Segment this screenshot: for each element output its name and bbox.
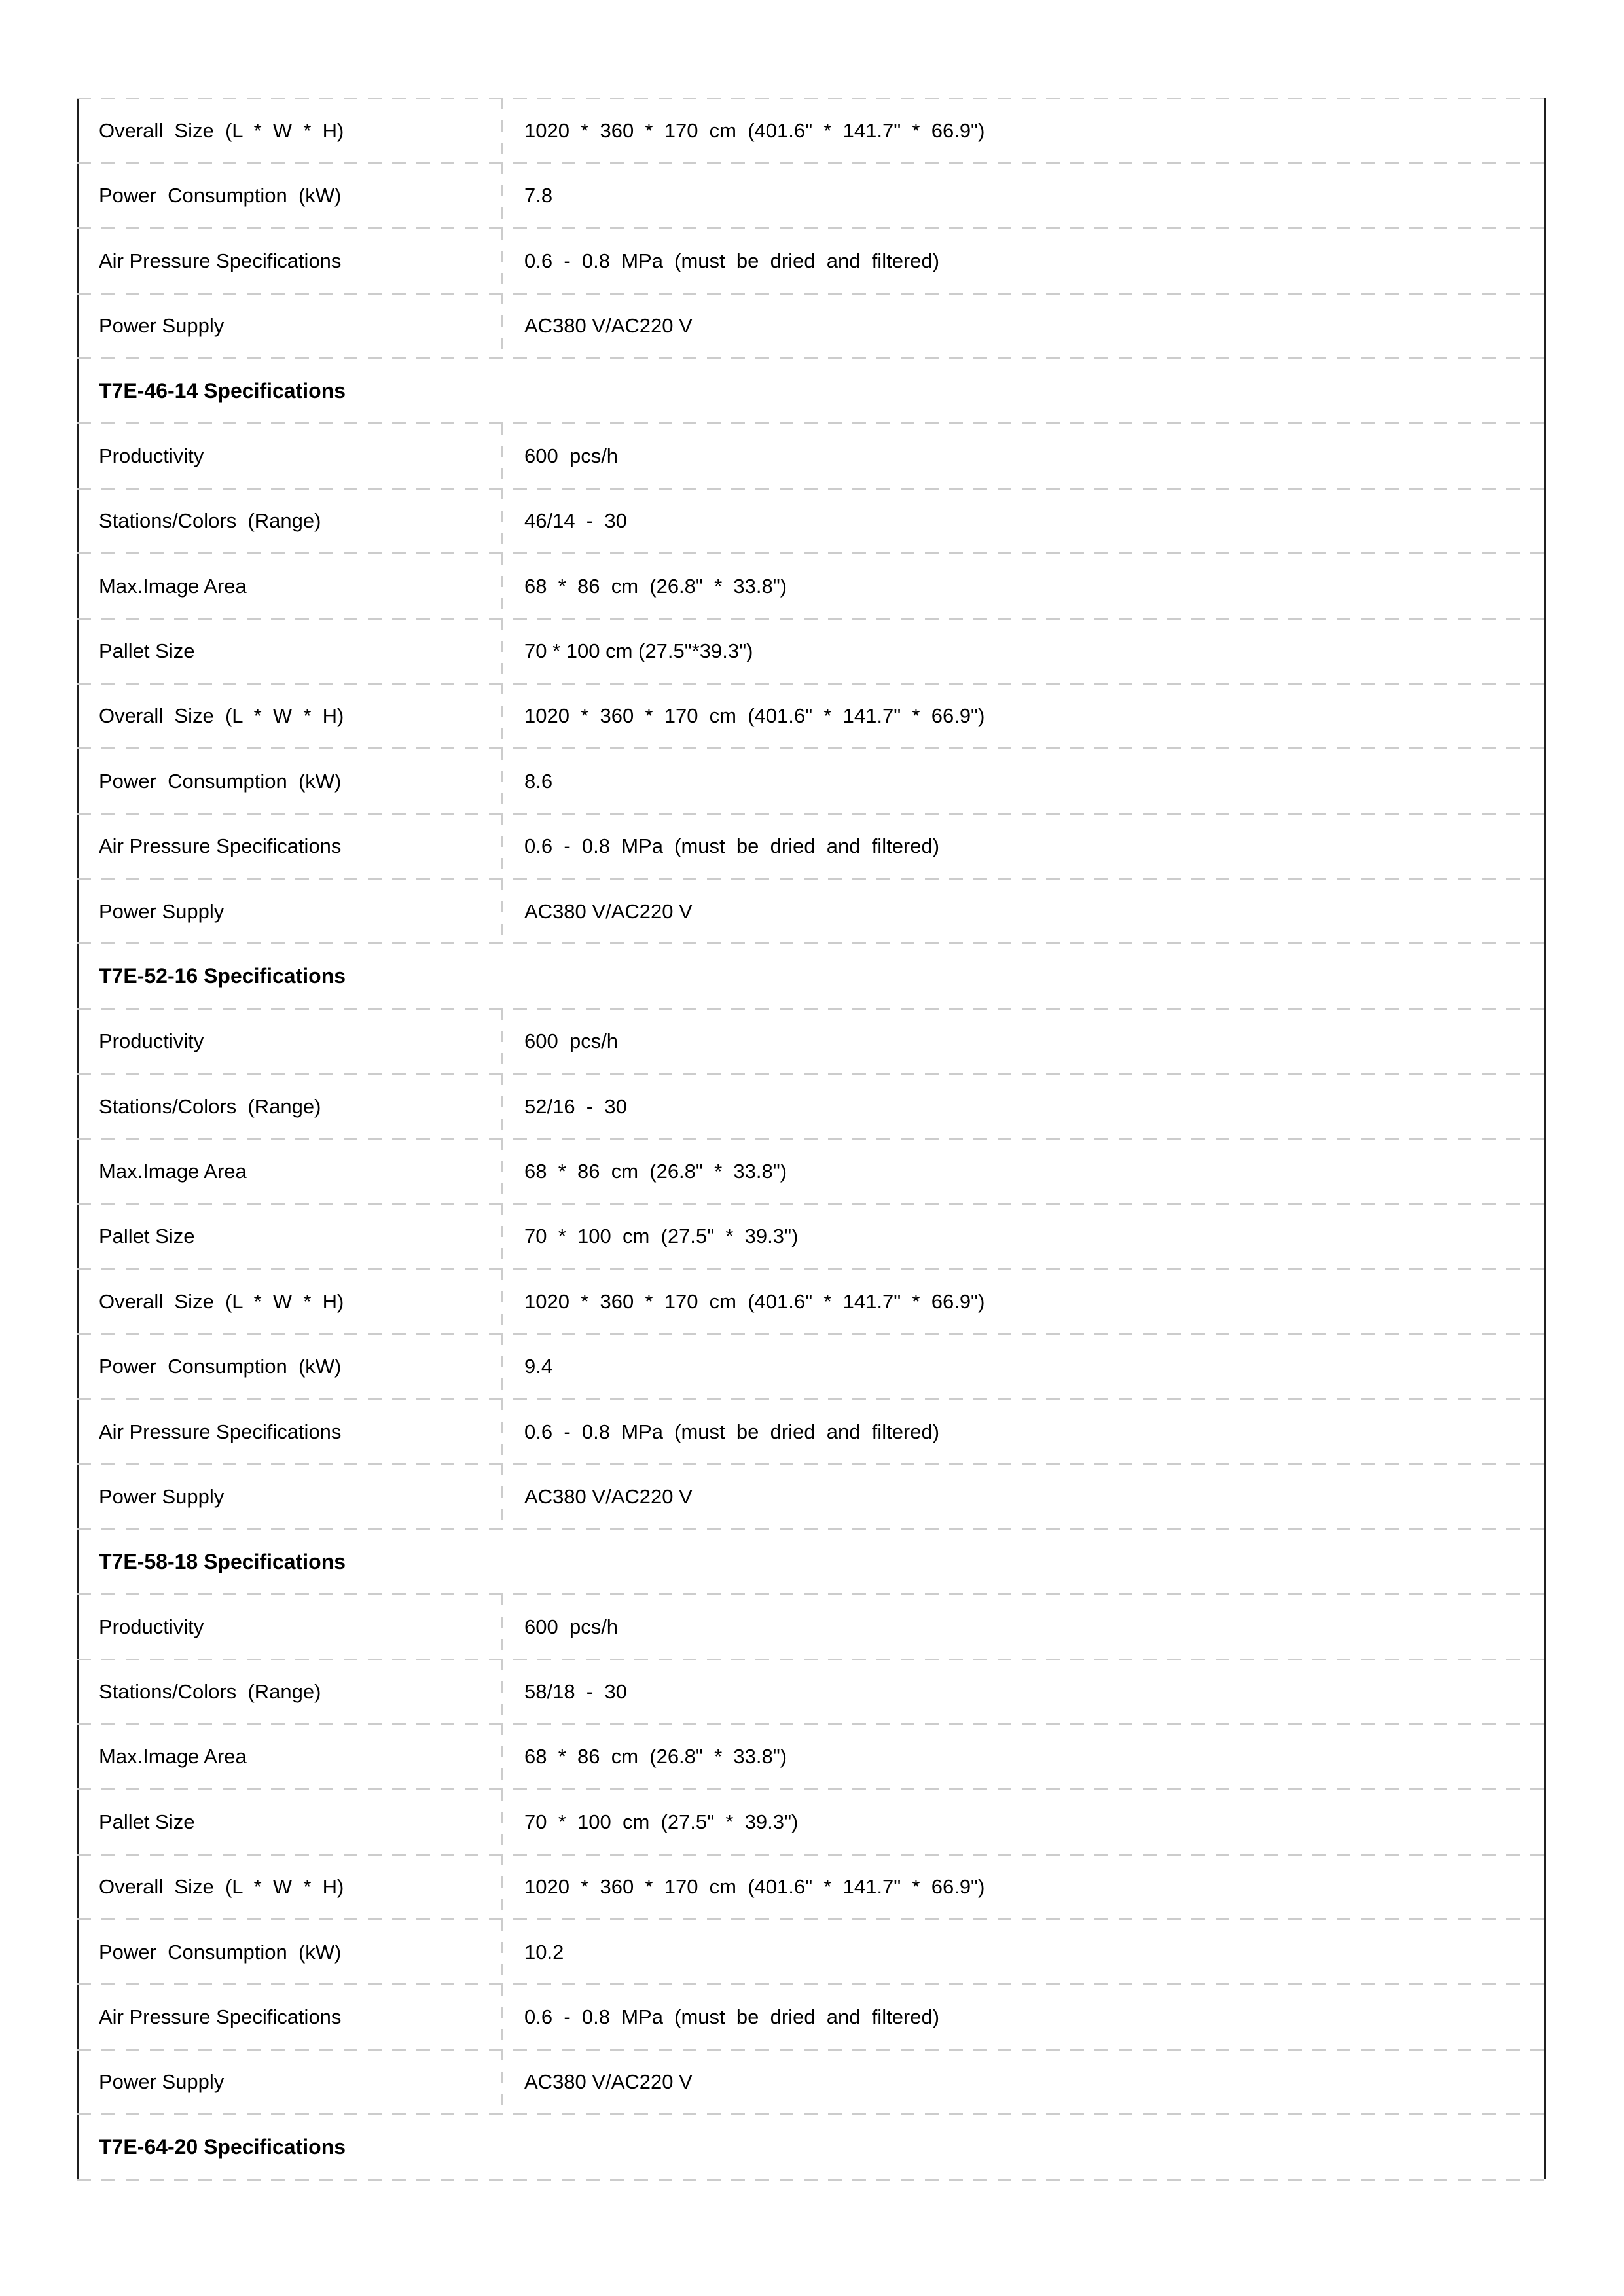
table-row bbox=[79, 488, 1544, 553]
section-header: T7E-52-16 Specifications bbox=[99, 964, 346, 988]
table-row bbox=[79, 1334, 1544, 1399]
table-row bbox=[79, 749, 1544, 814]
spec-label: Power Supply bbox=[99, 1484, 225, 1508]
section-header: T7E-58-18 Specifications bbox=[99, 1549, 346, 1573]
section-header: T7E-46-14 Specifications bbox=[99, 378, 346, 403]
table-row-section-header bbox=[79, 359, 1544, 423]
spec-label: Power Consumption (kW) bbox=[99, 1355, 342, 1378]
spec-value: 10.2 bbox=[501, 1920, 1544, 1984]
spec-value: AC380 V/AC220 V bbox=[501, 879, 1544, 944]
spec-value: 1020 * 360 * 170 cm (401.6" * 141.7" * 66.9") bbox=[501, 98, 1544, 163]
spec-value: 8.6 bbox=[501, 749, 1544, 814]
spec-label: Stations/Colors (Range) bbox=[99, 1680, 321, 1704]
spec-value: 9.4 bbox=[501, 1334, 1544, 1399]
spec-value: 600 pcs/h bbox=[501, 423, 1544, 488]
table-row bbox=[79, 554, 1544, 619]
table-row bbox=[79, 1789, 1544, 1854]
spec-value: AC380 V/AC220 V bbox=[501, 1464, 1544, 1529]
spec-label: Power Consumption (kW) bbox=[99, 184, 342, 207]
spec-label: Productivity bbox=[99, 1030, 204, 1053]
table-row bbox=[79, 1594, 1544, 1659]
table-row bbox=[79, 1269, 1544, 1334]
spec-value: 68 * 86 cm (26.8" * 33.8") bbox=[501, 554, 1544, 619]
spec-label: Power Consumption (kW) bbox=[99, 769, 342, 793]
spec-label: Air Pressure Specifications bbox=[99, 1420, 342, 1443]
section-header: T7E-64-20 Specifications bbox=[99, 2135, 346, 2159]
table-row-section-header bbox=[79, 944, 1544, 1009]
spec-value: 70 * 100 cm (27.5" * 39.3") bbox=[501, 1204, 1544, 1268]
spec-value: 0.6 - 0.8 MPa (must be dried and filtered) bbox=[501, 1399, 1544, 1464]
spec-value: 52/16 - 30 bbox=[501, 1074, 1544, 1139]
spec-label: Air Pressure Specifications bbox=[99, 2005, 342, 2028]
spec-value: 1020 * 360 * 170 cm (401.6" * 141.7" * 66.9") bbox=[501, 1854, 1544, 1919]
table-row bbox=[79, 293, 1544, 358]
table-row bbox=[79, 683, 1544, 748]
table-row bbox=[79, 1074, 1544, 1139]
spec-label: Max.Image Area bbox=[99, 1745, 247, 1768]
spec-value: 70 * 100 cm (27.5" * 39.3") bbox=[501, 1789, 1544, 1854]
spec-value: 58/18 - 30 bbox=[501, 1659, 1544, 1724]
spec-label: Power Supply bbox=[99, 314, 225, 338]
spec-label: Overall Size (L * W * H) bbox=[99, 704, 344, 728]
table-row bbox=[79, 2049, 1544, 2114]
spec-label: Power Consumption (kW) bbox=[99, 1940, 342, 1964]
spec-value: 1020 * 360 * 170 cm (401.6" * 141.7" * 66.9") bbox=[501, 683, 1544, 748]
spec-value: 68 * 86 cm (26.8" * 33.8") bbox=[501, 1724, 1544, 1789]
table-row bbox=[79, 879, 1544, 944]
spec-value: 68 * 86 cm (26.8" * 33.8") bbox=[501, 1139, 1544, 1204]
spec-value: 0.6 - 0.8 MPa (must be dried and filtered) bbox=[501, 228, 1544, 293]
table-row bbox=[79, 1399, 1544, 1464]
table-row bbox=[79, 1724, 1544, 1789]
spec-label: Stations/Colors (Range) bbox=[99, 509, 321, 533]
spec-label: Pallet Size bbox=[99, 1225, 195, 1248]
spec-label: Max.Image Area bbox=[99, 1160, 247, 1183]
spec-value: 0.6 - 0.8 MPa (must be dried and filtered) bbox=[501, 1984, 1544, 2049]
spec-label: Stations/Colors (Range) bbox=[99, 1094, 321, 1118]
specifications-table bbox=[77, 98, 1546, 2179]
table-row bbox=[79, 814, 1544, 878]
spec-value: AC380 V/AC220 V bbox=[501, 293, 1544, 358]
table-row bbox=[79, 1854, 1544, 1919]
spec-value: 7.8 bbox=[501, 163, 1544, 228]
spec-value: 0.6 - 0.8 MPa (must be dried and filtered) bbox=[501, 814, 1544, 878]
spec-value: 70 * 100 cm (27.5"*39.3") bbox=[501, 619, 1544, 683]
spec-label: Overall Size (L * W * H) bbox=[99, 1875, 344, 1899]
table-row bbox=[79, 98, 1544, 163]
table-row bbox=[79, 423, 1544, 488]
spec-value: 46/14 - 30 bbox=[501, 488, 1544, 553]
table-row bbox=[79, 163, 1544, 228]
spec-value: 1020 * 360 * 170 cm (401.6" * 141.7" * 66.9") bbox=[501, 1269, 1544, 1334]
table-row-section-header bbox=[79, 2115, 1544, 2179]
table-row bbox=[79, 1659, 1544, 1724]
table-row bbox=[79, 1204, 1544, 1268]
spec-label: Pallet Size bbox=[99, 1810, 195, 1833]
spec-label: Air Pressure Specifications bbox=[99, 834, 342, 858]
spec-label: Pallet Size bbox=[99, 639, 195, 663]
table-row bbox=[79, 1464, 1544, 1529]
table-row-section-header bbox=[79, 1529, 1544, 1594]
spec-label: Power Supply bbox=[99, 2070, 225, 2094]
table-row bbox=[79, 1920, 1544, 1984]
spec-value: AC380 V/AC220 V bbox=[501, 2049, 1544, 2114]
spec-value: 600 pcs/h bbox=[501, 1594, 1544, 1659]
table-row bbox=[79, 228, 1544, 293]
spec-label: Power Supply bbox=[99, 899, 225, 923]
spec-label: Air Pressure Specifications bbox=[99, 249, 342, 272]
table-row bbox=[79, 1984, 1544, 2049]
spec-value: 600 pcs/h bbox=[501, 1009, 1544, 1073]
spec-label: Productivity bbox=[99, 444, 204, 467]
spec-label: Overall Size (L * W * H) bbox=[99, 1289, 344, 1313]
table-row bbox=[79, 619, 1544, 683]
table-row bbox=[79, 1139, 1544, 1204]
spec-label: Productivity bbox=[99, 1615, 204, 1638]
spec-label: Max.Image Area bbox=[99, 574, 247, 598]
spec-label: Overall Size (L * W * H) bbox=[99, 119, 344, 143]
table-row bbox=[79, 1009, 1544, 1073]
